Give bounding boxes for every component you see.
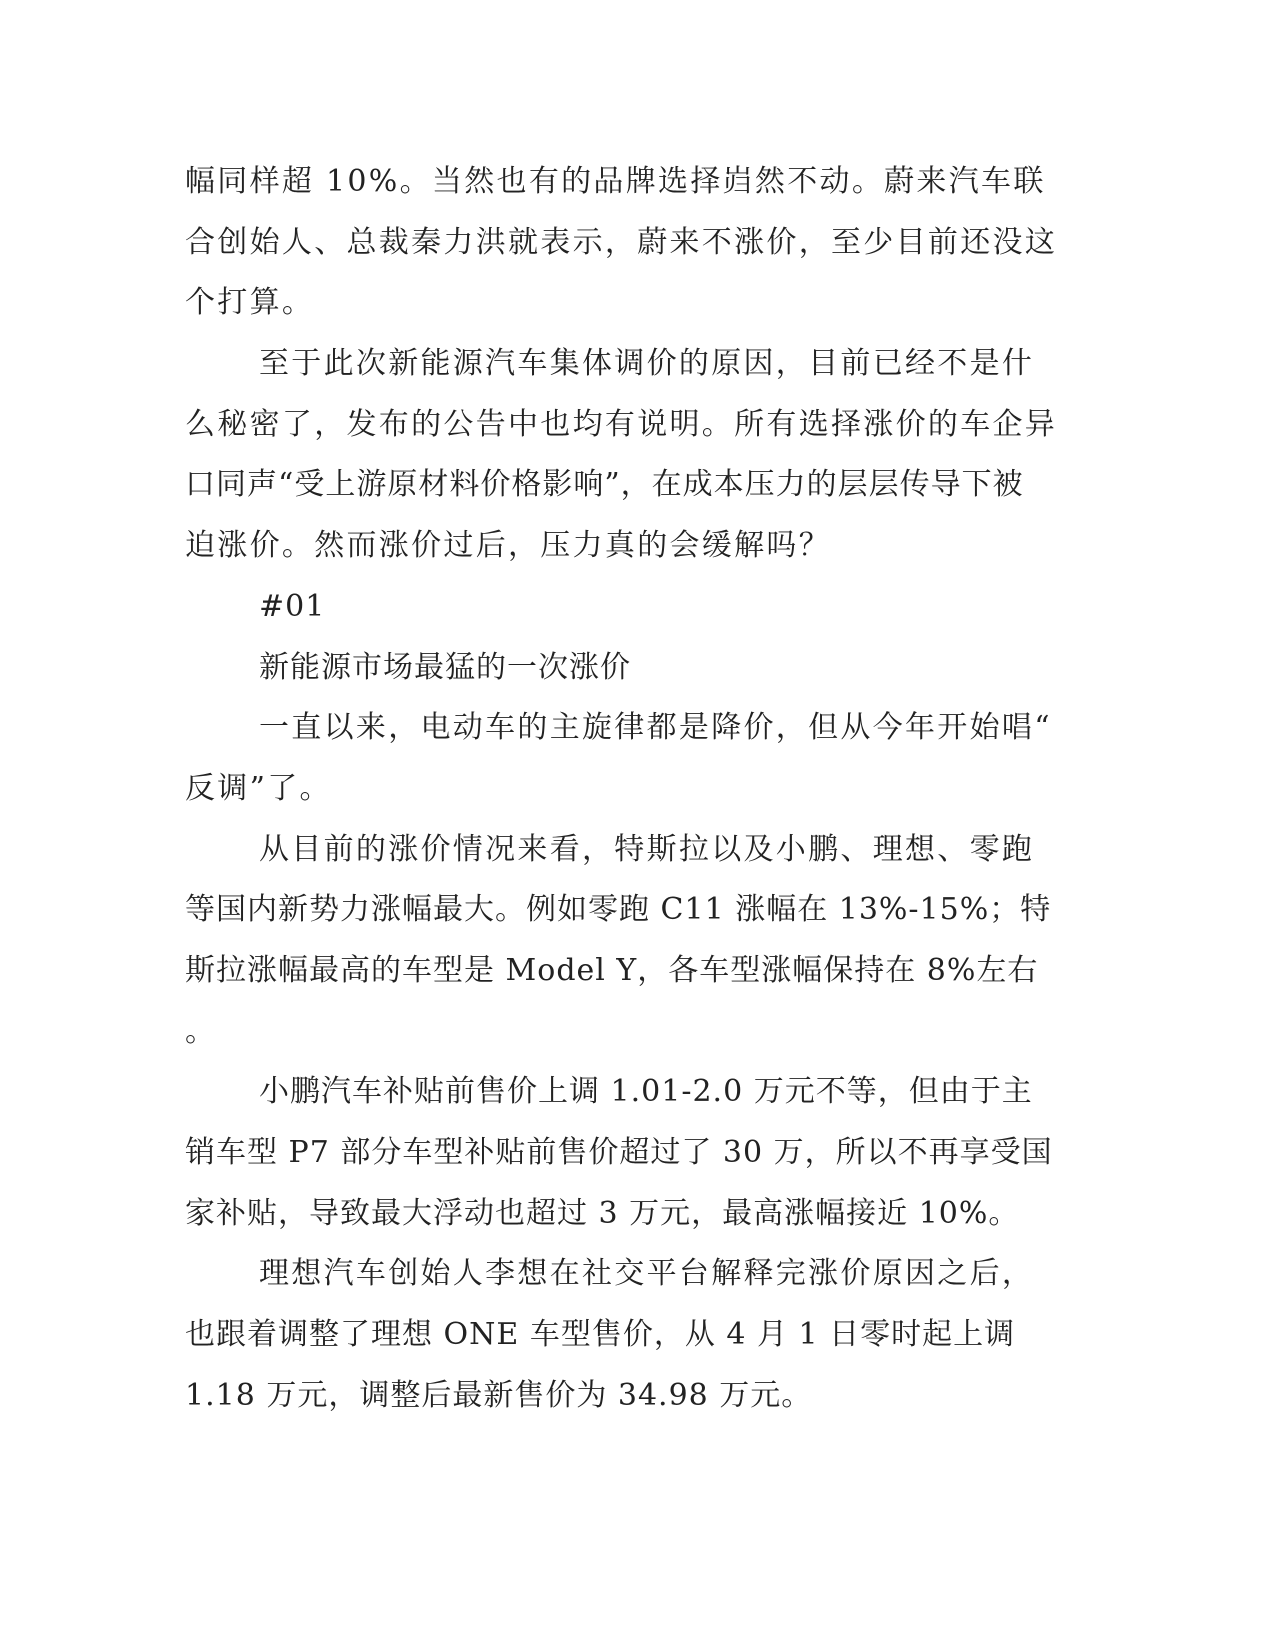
text-line: 家补贴，导致最大浮动也超过 3 万元，最高涨幅接近 10%。: [185, 1195, 1020, 1231]
text-line: 个打算。: [185, 285, 315, 321]
text-line: 。: [185, 1013, 218, 1049]
text-line: 么秘密了，发布的公告中也均有说明。所有选择涨价的车企异: [185, 406, 1058, 442]
text-line: 斯拉涨幅最高的车型是 Model Y，各车型涨幅保持在 8%左右: [185, 952, 1039, 988]
article-body: [185, 152, 1085, 1426]
section-heading: 新能源市场最猛的一次涨价: [259, 649, 631, 685]
text-line: 1.18 万元，调整后最新售价为 34.98 万元。: [185, 1377, 813, 1413]
text-line: 小鹏汽车补贴前售价上调 1.01-2.0 万元不等，但由于主: [259, 1074, 1033, 1110]
text-line: 销车型 P7 部分车型补贴前售价超过了 30 万，所以不再享受国: [185, 1135, 1053, 1170]
text-line: 迫涨价。然而涨价过后，压力真的会缓解吗？: [185, 528, 831, 564]
section-number: #01: [259, 588, 326, 624]
text-line: 至于此次新能源汽车集体调价的原因，目前已经不是什: [259, 346, 1035, 382]
text-line: 幅同样超 10%。当然也有的品牌选择岿然不动。蔚来汽车联: [185, 164, 1046, 199]
text-line: 口同声“受上游原材料价格影响”，在成本压力的层层传导下被: [185, 467, 1024, 503]
text-line: 合创始人、总裁秦力洪就表示，蔚来不涨价，至少目前还没这: [185, 224, 1058, 260]
text-line: 理想汽车创始人李想在社交平台解释完涨价原因之后，: [259, 1256, 1035, 1292]
text-line: 反调”了。: [185, 770, 332, 806]
text-line: 从目前的涨价情况来看，特斯拉以及小鹏、理想、零跑: [259, 831, 1035, 867]
text-line: 一直以来，电动车的主旋律都是降价，但从今年开始唱“: [259, 710, 1052, 746]
text-line: 也跟着调整了理想 ONE 车型售价，从 4 月 1 日零时起上调: [185, 1317, 1016, 1353]
text-line: 等国内新势力涨幅最大。例如零跑 C11 涨幅在 13%-15%；特: [185, 892, 1052, 928]
